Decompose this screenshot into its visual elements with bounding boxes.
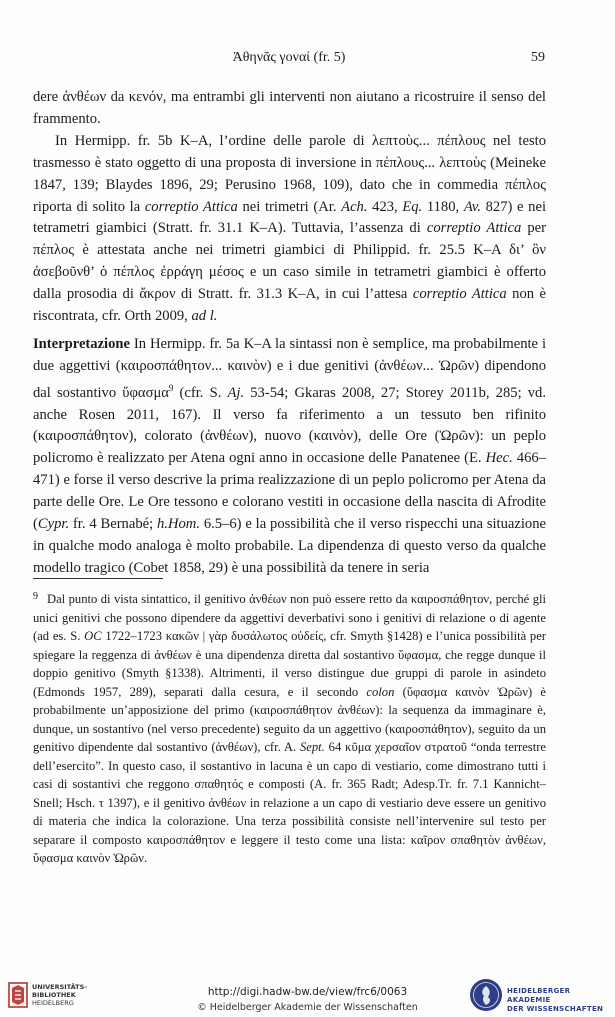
footnote-divider <box>33 578 163 579</box>
footnote-number: 9 <box>33 591 38 602</box>
page-footer <box>0 975 615 1017</box>
running-header <box>33 50 545 70</box>
main-text <box>33 87 546 580</box>
running-title: Ἀθηνᾶς γοναί (fr. 5) <box>232 50 346 65</box>
source-url-link[interactable]: http://digi.hadw-bw.de/view/frc6/0063 <box>207 986 408 998</box>
paragraph-2: In Hermipp. fr. 5b K–A, l’ordine delle parole di λεπτοὺς... πέπλους nel testo trasmesso è stato oggetto di una proposta di inversione in πέπλους... λεπτοὺς (Meineke 1847, 139; Blaydes 1896, 29; Perusino 1968, 109), dato che in commedia πέπλος riporta di solito la correptio Attica nei trimetri (Ar. Ach. 423, Eq. 1180, Av. 827) e nei tetrametri giambici (Stratt. fr. 31.1 K–A). Tuttavia, l’assenza di correptio Attica per πέπλος è attestata anche nei trimetri giambici di Philippid. fr. 25.5 K–A δι’ ὃν ἀσεβοῦνθ’ ὁ πέπλος ἐρράγη μέσος e un caso simile in tetrametri giambici è offerto dalla prosodia di ἄκρον di Stratt. fr. 31.3 K–A, in cui l’attesa correptio Attica non è riscontrata, cfr. Orth 2009, ad l. <box>33 132 547 325</box>
paragraph-interpretazione: Interpretazione In Hermipp. fr. 5a K–A la sintassi non è semplice, ma probabilmente i due aggettivi (καιροσπάθητον... καινὸν) e i due genitivi (ἀνθέων... Ὡρῶν) dipendono dal sostantivo ὕφασμα$^9$ (cfr. S. Aj. 53-54; Gkaras 2008, 27; Storey 2011b, 285; vd. anche Rosen 2011, 167). Il verso fa riferimento a un tessuto ben rifinito (καιροσπάθητον), colorato (ἀνθέων), nuovo (καινὸν), delle Ore (Ὡρῶν): un peplo policromo è realizzato per Atena ogni anno in occasione delle Panatenee (E. Hec. 466–471) e forse il verso descrive la prima realizzazione di un peplo policromo per Atena da parte delle Ore. Le Ore tessono e colorano vestiti in occasione della nascita di Afrodite (Cypr. fr. 4 Bernabé; h.Hom. 6.5–6) e la possibilità che il verso rispecchi una situazione in qualche modo analoga è molto probabile. La dipendenza di questo verso da qualche modello tragico (Cobet 1858, 29) è una possibilità da tenere in seria <box>33 335 546 576</box>
academy-seal-icon <box>469 978 503 1012</box>
copyright-notice: © Heidelberger Akademie der Wissenschaften <box>197 1002 418 1013</box>
footnote-9: 9 Dal punto di vista sintattico, il genitivo ἀνθέων non può essere retto da καιροσπάθητον, perché gli unici genitivi che possono dipendere da aggettivi deverbativi sono i genitivi di relazione o di agente (ad es. S. OC 1722–1723 κακῶν | γὰρ δυσάλωτος οὐδείς, cfr. Smyth §1428) e l’unica possibilità per spiegare la reggenza di ἀνθέων è una dipendenza diretta dal sostantivo ὕφασμα, che regge dunque il doppio genitivo (Smyth §1338). Altrimenti, il verso distingue due gruppi di parole in asindeto (Edmonds 1957, 289), separati dalla cesura, e il secondo colon (ὕφασμα καινὸν Ὡρῶν) è probabilmente un’apposizione del primo (καιροσπάθητον ἀνθέων): la sequenza da immaginare è, dunque, un sostantivo (nel verso precedente) seguito da un aggettivo (καιροσπάθητον), seguito da un genitivo dipendente dal sostantivo (ἀνθέων), cfr. A. Sept. 64 κῦμα χερσαῖον στρατοῦ “onda terrestre dell’esercito”. In questo caso, il sostantivo in lacuna è un capo di vestiario, come dimostrano tutti i casi di sostantivi che reggono σπαθητός e composti (A. fr. 365 Radt; Adesp.Tr. fr. 7.1 Kannicht–Snell; Hsch. τ 1397), e il genitivo ἀνθέων in relazione a un capo di vestiario deve essere un genitivo di materia che indica la colorazione. Una terza possibilità consiste nell’intervenire sul testo per separare il composto καιροσπάθητον e leggere il testo come una lista: καῖρον σπαθητὸν ἀνθέων, ὕφασμα καινὸν Ὡρῶν. <box>33 590 546 868</box>
paragraph-1: dere ἀνθέων da κενόν, ma entrambi gli interventi non aiutano a ricostruire il senso del frammento. <box>33 89 546 127</box>
footnote-ref[interactable]: 9 <box>168 382 174 393</box>
section-heading: Interpretazione <box>33 335 130 352</box>
university-library-logo[interactable]: UNIVERSITÄTS- BIBLIOTHEK HEIDELBERG <box>8 980 108 1012</box>
academy-logo[interactable]: HEIDELBERGER AKADEMIE DER WISSENSCHAFTEN <box>469 978 609 1014</box>
page-number: 59 <box>531 50 545 65</box>
